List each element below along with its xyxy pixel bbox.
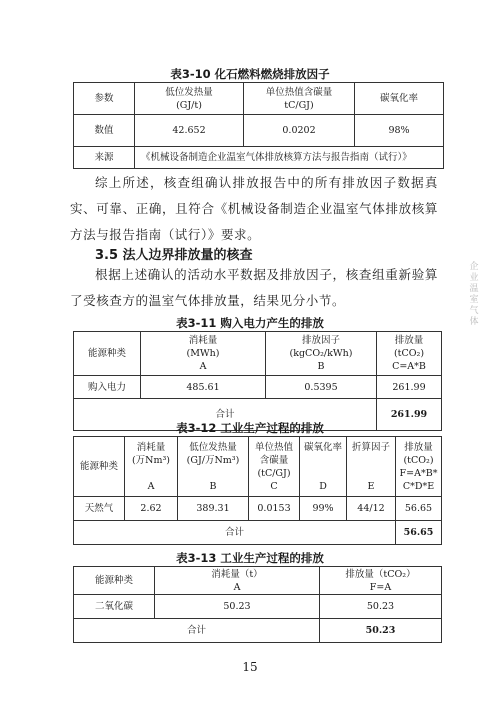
header-cell: 排放因子 (kgCO₂/kWh) B [266, 332, 377, 376]
table-cell: 261.99 [377, 376, 442, 399]
page-number: 15 [242, 660, 258, 674]
header-cell: 单位热值 含碳量 (tC/GJ) C [249, 437, 300, 497]
total-label: 合计 [74, 521, 396, 545]
row-label: 天然气 [74, 497, 125, 521]
table-cell: 50.23 [155, 595, 320, 619]
total-value: 261.99 [377, 399, 442, 431]
table-3-10 [73, 82, 444, 169]
table-cell: 0.5395 [266, 376, 377, 399]
table-cell: 2.62 [125, 497, 178, 521]
header-cell: 折算因子 E [347, 437, 396, 497]
total-label: 合计 [74, 619, 320, 643]
table-cell: 389.31 [178, 497, 249, 521]
source-text: 《机械设备制造企业温室气体排放核算方法与报告指南（试行）》 [135, 147, 444, 169]
table-cell: 485.61 [141, 376, 266, 399]
row-label: 购入电力 [74, 376, 141, 399]
header-cell: 碳氧化率 D [300, 437, 347, 497]
row-label: 数值 [74, 115, 135, 147]
table-cell: 0.0153 [249, 497, 300, 521]
header-cell: 单位热值含碳量 tC/GJ) [244, 83, 355, 115]
paragraph-2: 根据上述确认的活动水平数据及排放因子，核查组重新验算了受核查方的温室气体排放量，结果见分小节。 [70, 267, 438, 308]
table-3-12-caption: 表3-12 工业生产过程的排放 [176, 421, 324, 435]
table-cell: 98% [355, 115, 444, 147]
table-3-10-caption: 表3-10 化石燃料燃烧排放因子 [170, 67, 330, 81]
header-cell: 排放量 (tCO₂) C=A*B [377, 332, 442, 376]
table-cell: 44/12 [347, 497, 396, 521]
header-cell: 碳氧化率 [355, 83, 444, 115]
row-label: 二氧化碳 [74, 595, 155, 619]
total-label: 合计 [74, 399, 377, 431]
table-cell: 50.23 [320, 595, 442, 619]
header-cell: 消耗量（t） A [155, 567, 320, 595]
table-3-13 [73, 566, 442, 643]
table-cell: 42.652 [135, 115, 244, 147]
table-3-12 [73, 436, 442, 545]
header-cell: 排放量（tCO₂） F=A [320, 567, 442, 595]
header-cell: 消耗量 (万Nm³) A [125, 437, 178, 497]
table-3-11-caption: 表3-11 购入电力产生的排放 [176, 316, 324, 330]
header-cell: 能源种类 [74, 437, 125, 497]
section-heading: 3.5 法人边界排放量的核查 [95, 248, 253, 263]
table-cell: 56.65 [396, 497, 442, 521]
header-cell: 低位发热量 (GJ/万Nm³) B [178, 437, 249, 497]
total-value: 50.23 [320, 619, 442, 643]
margin-stamp: 企业温室气体 [469, 262, 479, 327]
table-cell: 0.0202 [244, 115, 355, 147]
header-cell: 能源种类 [74, 332, 141, 376]
header-cell: 参数 [74, 83, 135, 115]
table-3-13-caption: 表3-13 工业生产过程的排放 [176, 551, 324, 565]
header-cell: 低位发热量 (GJ/t) [135, 83, 244, 115]
header-cell: 能源种类 [74, 567, 155, 595]
total-value: 56.65 [396, 521, 442, 545]
table-3-11 [73, 331, 442, 431]
header-cell: 消耗量 (MWh) A [141, 332, 266, 376]
row-label: 来源 [74, 147, 135, 169]
table-cell: 99% [300, 497, 347, 521]
paragraph-1: 综上所述，核查组确认排放报告中的所有排放因子数据真实、可靠、正确，且符合《机械设备制造企业温室气体排放核算方法与报告指南（试行）》要求。 [70, 175, 438, 242]
header-cell: 排放量 (tCO₂) F=A*B* C*D*E [396, 437, 442, 497]
